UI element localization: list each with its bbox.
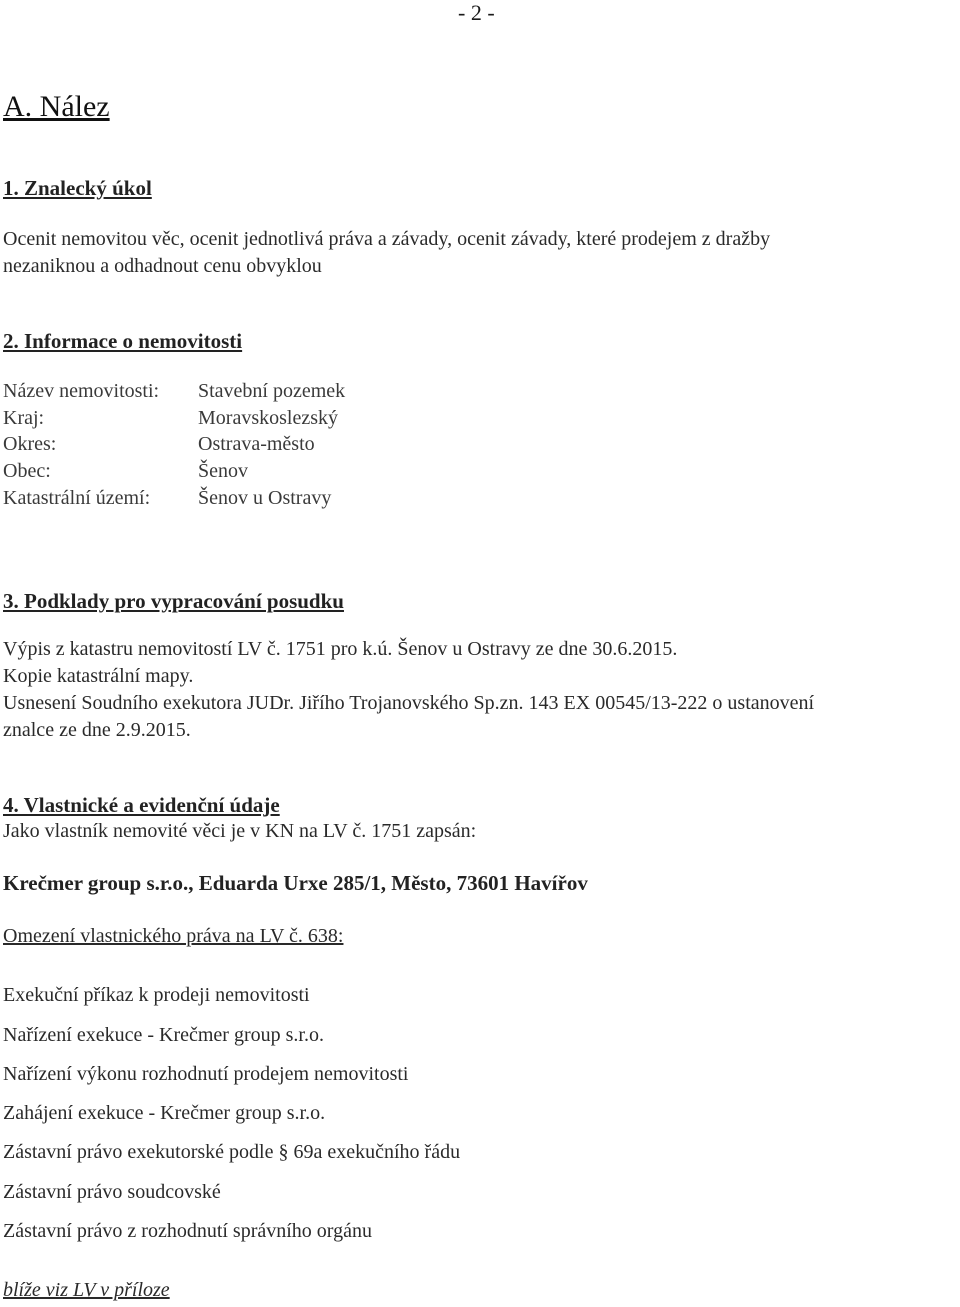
property-label-region: Kraj:	[3, 407, 45, 429]
property-value-cadastral-area: Šenov u Ostravy	[198, 487, 332, 509]
restriction-item: Exekuční příkaz k prodeji nemovitosti	[3, 984, 310, 1006]
source-line-1: Výpis z katastru nemovitostí LV č. 1751 pro k.ú. Šenov u Ostravy ze dne 30.6.2015.	[3, 638, 678, 660]
section-heading-task: 1. Znalecký úkol	[3, 176, 152, 200]
source-line-2: Kopie katastrální mapy.	[3, 665, 194, 687]
section-heading-ownership: 4. Vlastnické a evidenční údaje	[3, 793, 280, 817]
source-line-4: znalce ze dne 2.9.2015.	[3, 719, 191, 741]
property-label-name: Název nemovitosti:	[3, 380, 160, 402]
restriction-item: Zástavní právo soudcovské	[3, 1181, 221, 1203]
restrictions-heading: Omezení vlastnického práva na LV č. 638:	[3, 925, 344, 947]
section-heading-property-info: 2. Informace o nemovitosti	[3, 329, 243, 353]
page-number: - 2 -	[458, 0, 495, 25]
section-heading-sources: 3. Podklady pro vypracování posudku	[3, 589, 344, 613]
property-value-name: Stavební pozemek	[198, 380, 346, 402]
property-value-region: Moravskoslezský	[198, 407, 338, 429]
restriction-item: Nařízení výkonu rozhodnutí prodejem nemovitosti	[3, 1063, 409, 1085]
owner-name: Krečmer group s.r.o., Eduarda Urxe 285/1, Město, 73601 Havířov	[3, 871, 588, 895]
property-label-district: Okres:	[3, 433, 57, 455]
page-title: A. Nález	[3, 90, 110, 123]
source-line-3: Usnesení Soudního exekutora JUDr. Jiřího Trojanovského Sp.zn. 143 EX 00545/13-222 o ustanovení	[3, 692, 815, 714]
see-attachment-note: blíže viz LV v příloze	[3, 1279, 170, 1301]
owner-intro: Jako vlastník nemovité věci je v KN na LV č. 1751 zapsán:	[3, 820, 477, 842]
task-text-line-2: nezaniknou a odhadnout cenu obvyklou	[3, 255, 322, 277]
restriction-item: Zástavní právo z rozhodnutí správního orgánu	[3, 1220, 372, 1242]
property-value-district: Ostrava-město	[198, 433, 315, 455]
property-value-municipality: Šenov	[198, 460, 248, 482]
restriction-item: Nařízení exekuce - Krečmer group s.r.o.	[3, 1024, 324, 1046]
property-label-cadastral-area: Katastrální území:	[3, 487, 151, 509]
restriction-item: Zástavní právo exekutorské podle § 69a exekučního řádu	[3, 1141, 461, 1163]
restriction-item: Zahájení exekuce - Krečmer group s.r.o.	[3, 1102, 326, 1124]
task-text-line-1: Ocenit nemovitou věc, ocenit jednotlivá práva a závady, ocenit závady, které prodejem z dražby	[3, 228, 771, 250]
property-label-municipality: Obec:	[3, 460, 51, 482]
